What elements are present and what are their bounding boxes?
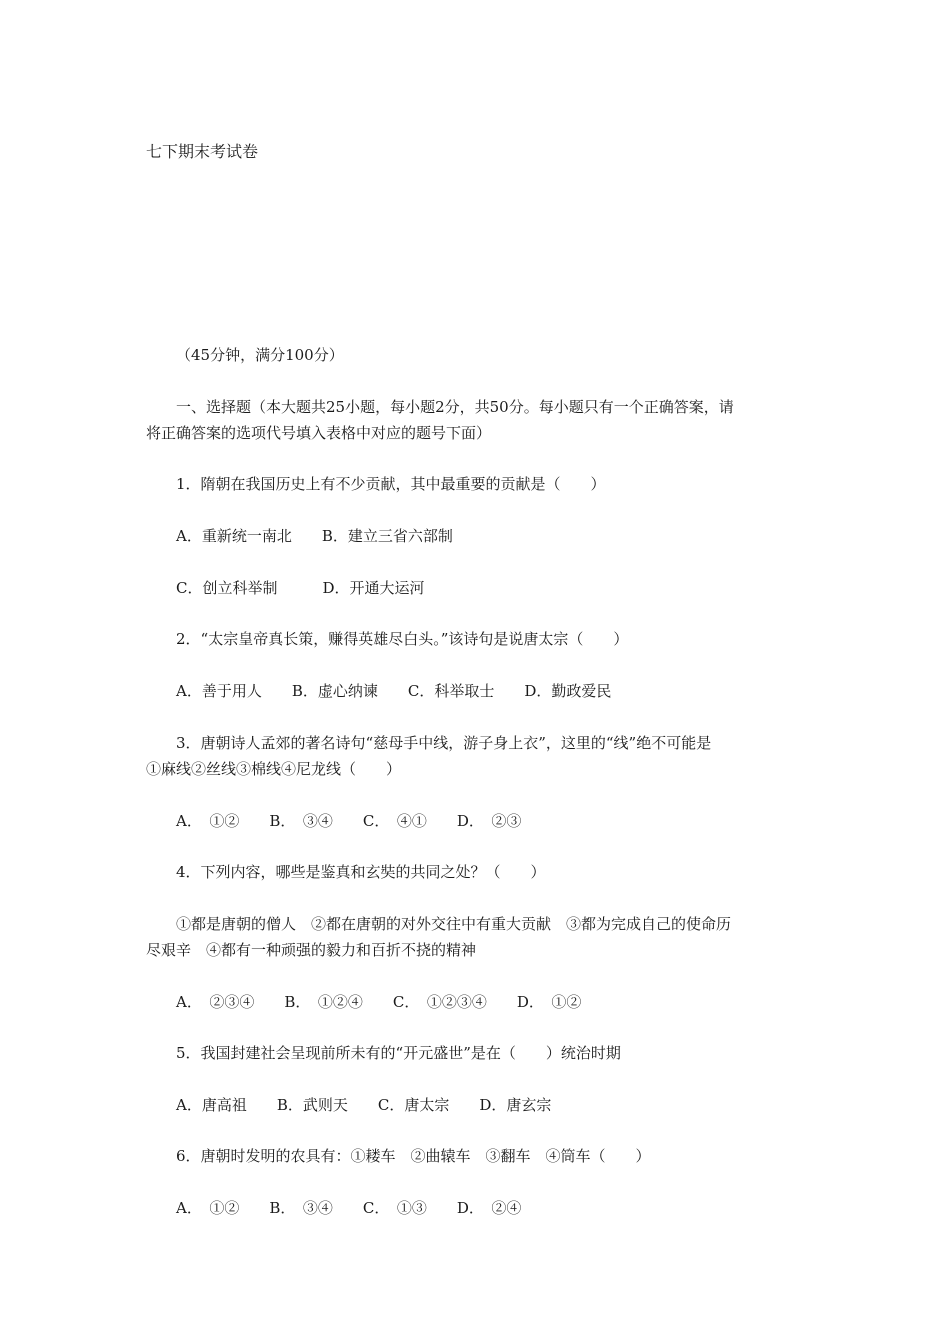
question-2-options: A．善于用人 B．虚心纳谏 C．科举取士 D．勤政爱民 [176, 682, 612, 700]
question-5-options: A．唐高祖 B．武则天 C．唐太宗 D．唐玄宗 [176, 1096, 552, 1114]
time-info: （45分钟，满分100分） [176, 346, 344, 364]
section-heading: 一、选择题（本大题共25小题，每小题2分，共50分。每小题只有一个正确答案，请 [176, 398, 734, 416]
question-3-stem: 3．唐朝诗人孟郊的著名诗句“慈母手中线，游子身上衣”，这里的“线”绝不可能是 [176, 734, 712, 752]
question-1-stem: 1．隋朝在我国历史上有不少贡献，其中最重要的贡献是（ ） [176, 475, 606, 493]
document-title: 七下期末考试卷 [146, 142, 259, 161]
question-3-stem-continued: ①麻线②丝线③棉线④尼龙线（ ） [146, 760, 402, 778]
question-6-stem: 6．唐朝时发明的农具有：①耧车 ②曲辕车 ③翻车 ④筒车（ ） [176, 1147, 651, 1165]
question-5-stem: 5．我国封建社会呈现前所未有的“开元盛世”是在（ ）统治时期 [176, 1044, 621, 1062]
section-heading-continued: 将正确答案的选项代号填入表格中对应的题号下面） [146, 424, 492, 442]
question-1-options-row-1: A．重新统一南北 B．建立三省六部制 [176, 527, 453, 545]
question-4-statements: ①都是唐朝的僧人 ②都在唐朝的对外交往中有重大贡献 ③都为完成自己的使命历 [176, 915, 732, 933]
question-4-options: A． ②③④ B． ①②④ C． ①②③④ D． ①② [176, 993, 582, 1011]
question-4-statements-continued: 尽艰辛 ④都有一种顽强的毅力和百折不挠的精神 [146, 941, 477, 959]
question-6-options: A． ①② B． ③④ C． ①③ D． ②④ [176, 1199, 522, 1217]
question-4-stem: 4．下列内容，哪些是鉴真和玄奘的共同之处？（ ） [176, 863, 546, 881]
question-1-options-row-2: C．创立科举制 D．开通大运河 [176, 579, 425, 597]
question-3-options: A． ①② B． ③④ C． ④① D． ②③ [176, 812, 522, 830]
question-2-stem: 2．“太宗皇帝真长策，赚得英雄尽白头。”该诗句是说唐太宗（ ） [176, 630, 629, 648]
